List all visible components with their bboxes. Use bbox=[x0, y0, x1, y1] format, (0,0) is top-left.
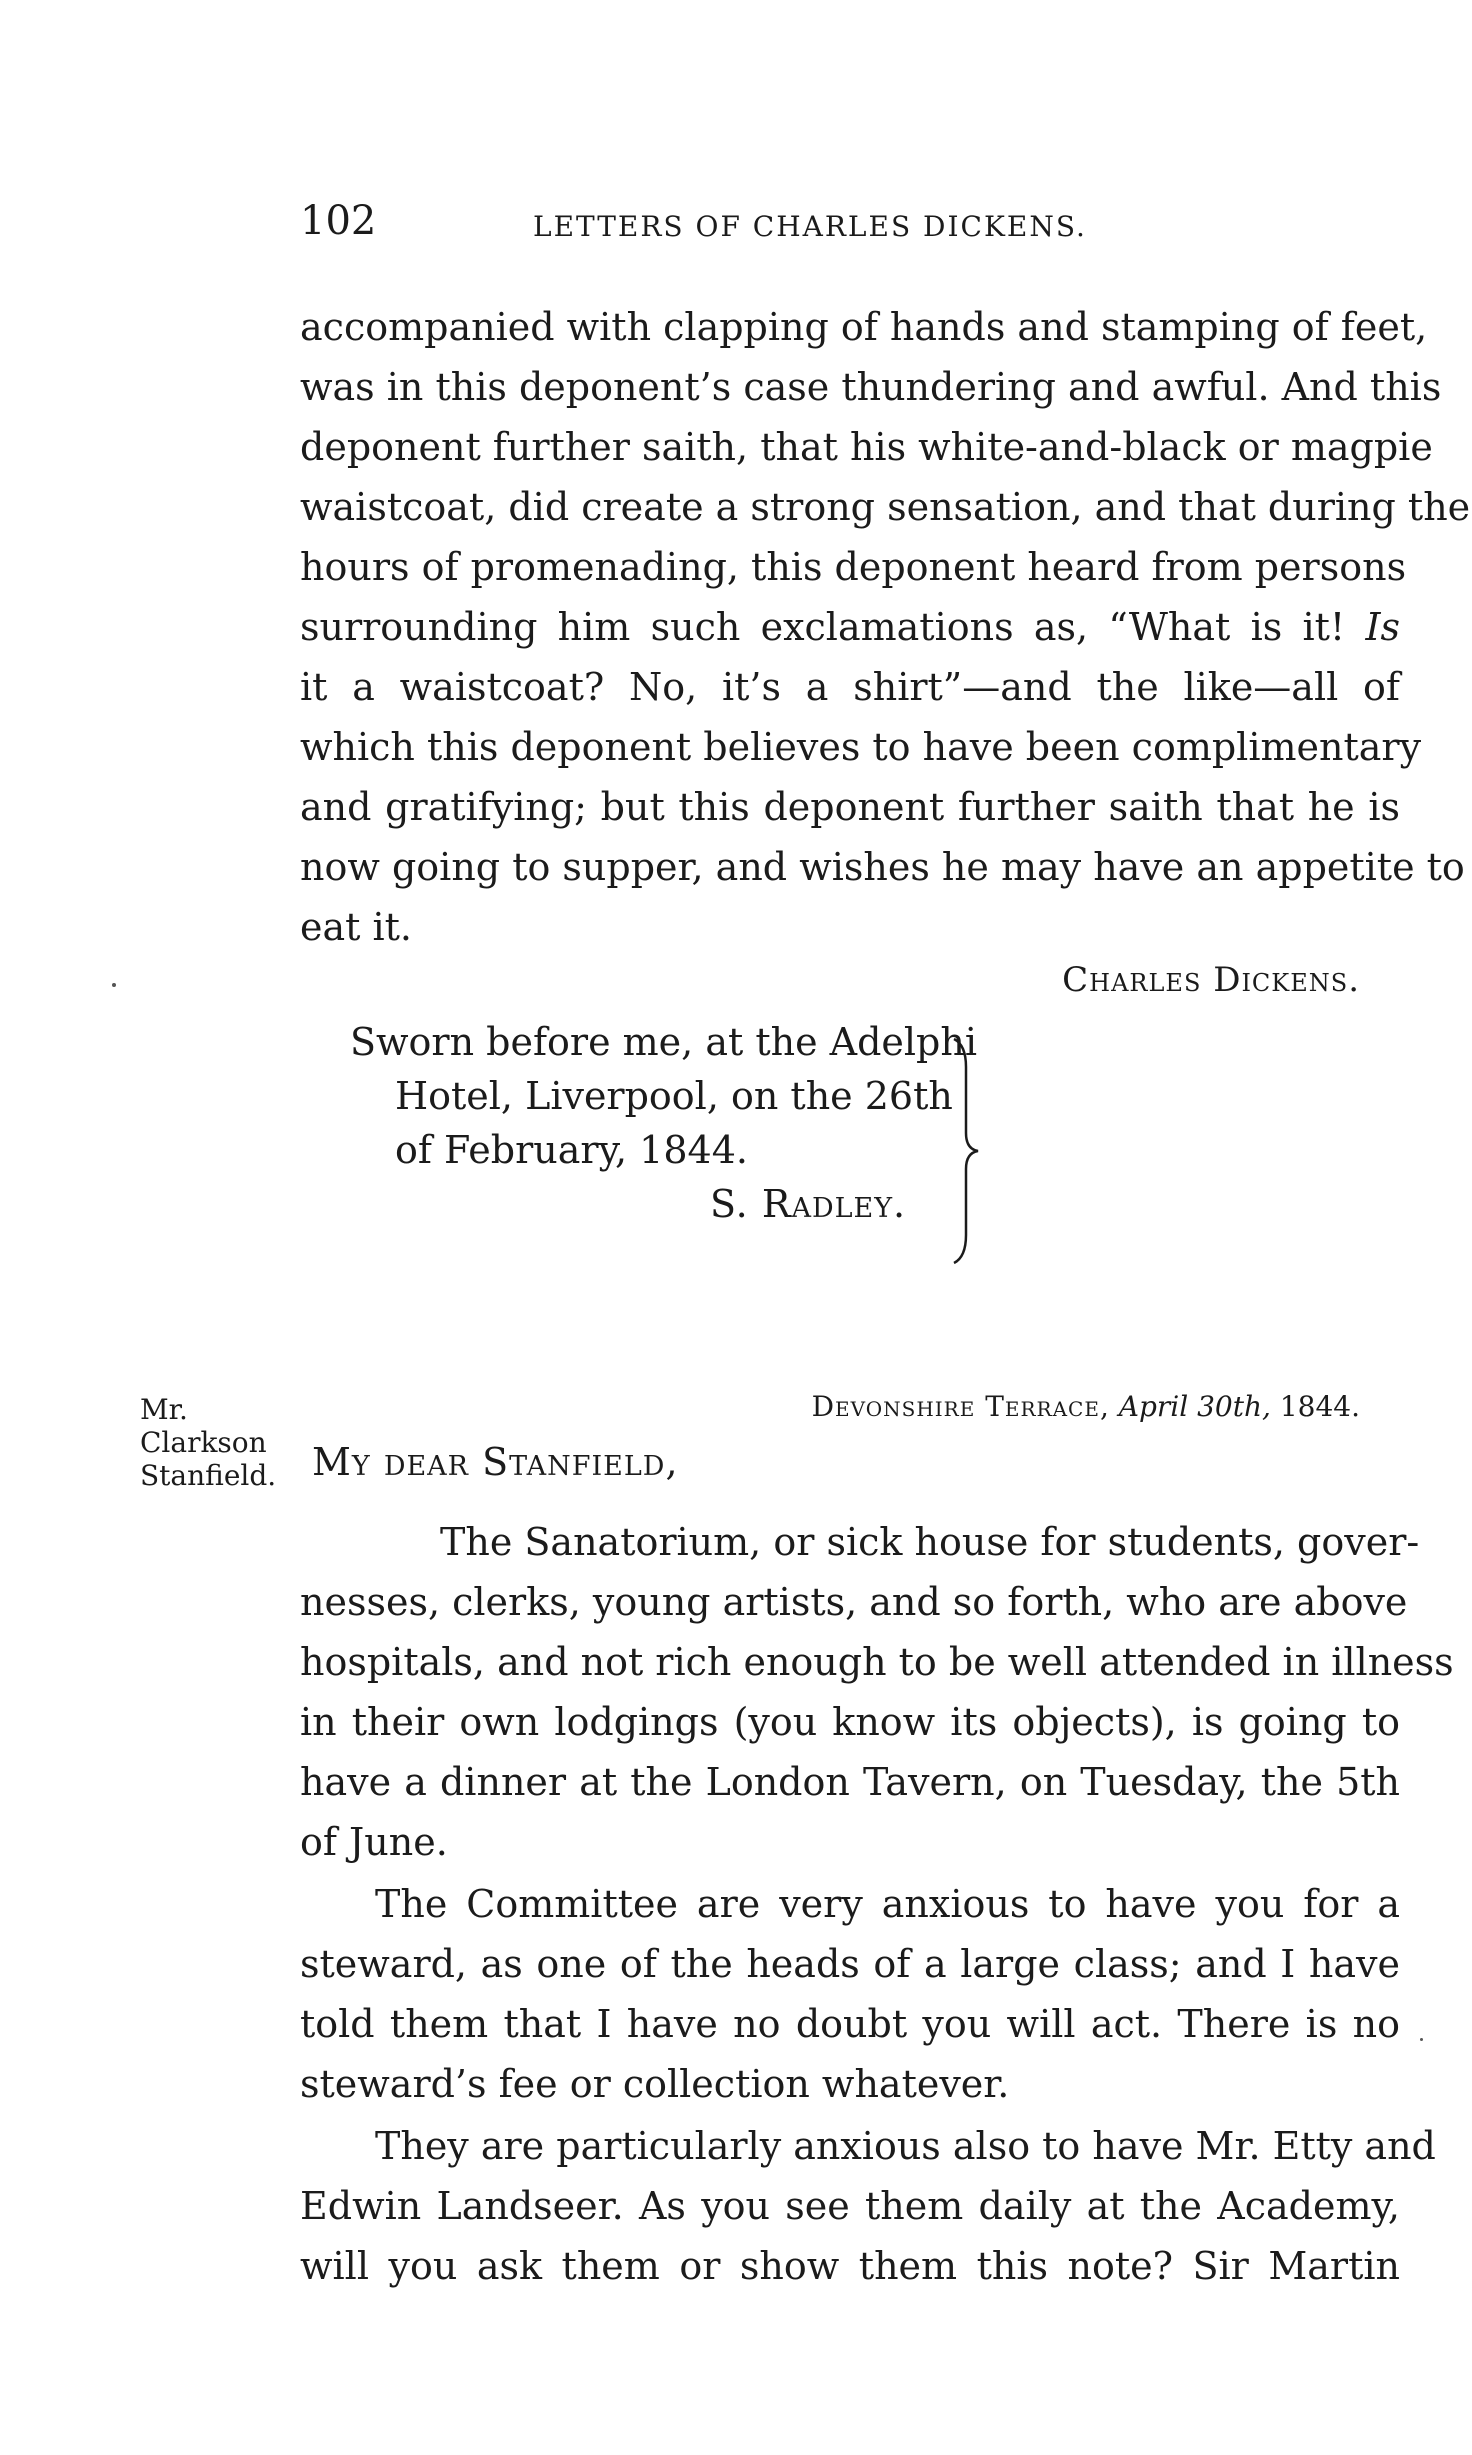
letter-line: will you ask them or show them this note? Sir Martin bbox=[300, 2244, 1400, 2288]
dateline bbox=[812, 1390, 1360, 1423]
italic-word: Is bbox=[1365, 605, 1400, 649]
letter-line: told them that I have no doubt you will act. There is no bbox=[300, 2002, 1400, 2046]
letter-line: The Committee are very anxious to have you for a bbox=[375, 1882, 1400, 1926]
salutation: My dear Stanfield, bbox=[312, 1440, 679, 1484]
letter-line: steward’s fee or collection whatever. bbox=[300, 2062, 1010, 2106]
page-header bbox=[300, 198, 1400, 258]
dateline-place: Devonshire Terrace, bbox=[811, 1390, 1110, 1423]
sworn-line-3: of February, 1844. bbox=[395, 1128, 748, 1172]
affidavit-line: surrounding him such exclamations as, “What is it! bbox=[300, 605, 1346, 649]
letter-line: steward, as one of the heads of a large class; and I have bbox=[300, 1942, 1400, 1986]
sworn-line-1: Sworn before me, at the Adelphi bbox=[350, 1020, 977, 1064]
affidavit-line: which this deponent believes to have been complimentary bbox=[300, 725, 1422, 769]
affidavit-line: deponent further saith, that his white-and-black or magpie bbox=[300, 425, 1433, 469]
letter-line: hospitals, and not rich enough to be well attended in illness bbox=[300, 1640, 1454, 1684]
margin-note-line: Clarkson bbox=[140, 1426, 267, 1459]
affidavit-line: and gratifying; but this deponent further saith that he is bbox=[300, 785, 1400, 829]
page-number: 102 bbox=[300, 198, 377, 244]
signature-charles-dickens: Charles Dickens. bbox=[1062, 960, 1360, 1000]
affidavit-line: waistcoat, did create a strong sensation, and that during the bbox=[300, 485, 1471, 529]
letter-line: nesses, clerks, young artists, and so forth, who are above bbox=[300, 1580, 1408, 1624]
dateline-month-day: April 30th, bbox=[1118, 1390, 1271, 1423]
letter-line: They are particularly anxious also to have Mr. Etty and bbox=[375, 2124, 1436, 2168]
scan-speck bbox=[1420, 2038, 1423, 2041]
letter-line: have a dinner at the London Tavern, on Tuesday, the 5th bbox=[300, 1760, 1400, 1804]
sworn-signature: S. Radley. bbox=[710, 1182, 907, 1226]
letter-line: The Sanatorium, or sick house for students, gover- bbox=[440, 1520, 1420, 1564]
affidavit-line: was in this deponent’s case thundering and awful. And this bbox=[300, 365, 1442, 409]
scan-speck bbox=[112, 983, 116, 987]
affidavit-line: eat it. bbox=[300, 905, 412, 949]
affidavit-line: it a waistcoat? No, it’s a shirt”—and the like—all of bbox=[300, 665, 1400, 709]
letter-line: Edwin Landseer. As you see them daily at the Academy, bbox=[300, 2184, 1400, 2228]
affidavit-line-with-italic bbox=[300, 597, 1400, 657]
running-title: LETTERS OF CHARLES DICKENS. bbox=[533, 210, 1087, 243]
margin-note bbox=[140, 1393, 276, 1492]
dateline-year: 1844. bbox=[1279, 1390, 1360, 1423]
affidavit-line: hours of promenading, this deponent heard from persons bbox=[300, 545, 1407, 589]
sworn-statement bbox=[350, 1015, 1000, 1255]
margin-note-line: Mr. bbox=[140, 1393, 188, 1426]
right-brace bbox=[948, 1035, 988, 1267]
sworn-line-2: Hotel, Liverpool, on the 26th bbox=[395, 1074, 953, 1118]
margin-note-line: Stanfield. bbox=[140, 1459, 277, 1492]
affidavit-line: now going to supper, and wishes he may have an appetite to bbox=[300, 845, 1465, 889]
affidavit-line: accompanied with clapping of hands and stamping of feet, bbox=[300, 305, 1428, 349]
letter-line: of June. bbox=[300, 1820, 448, 1864]
letter-line: in their own lodgings (you know its objects), is going to bbox=[300, 1700, 1400, 1744]
